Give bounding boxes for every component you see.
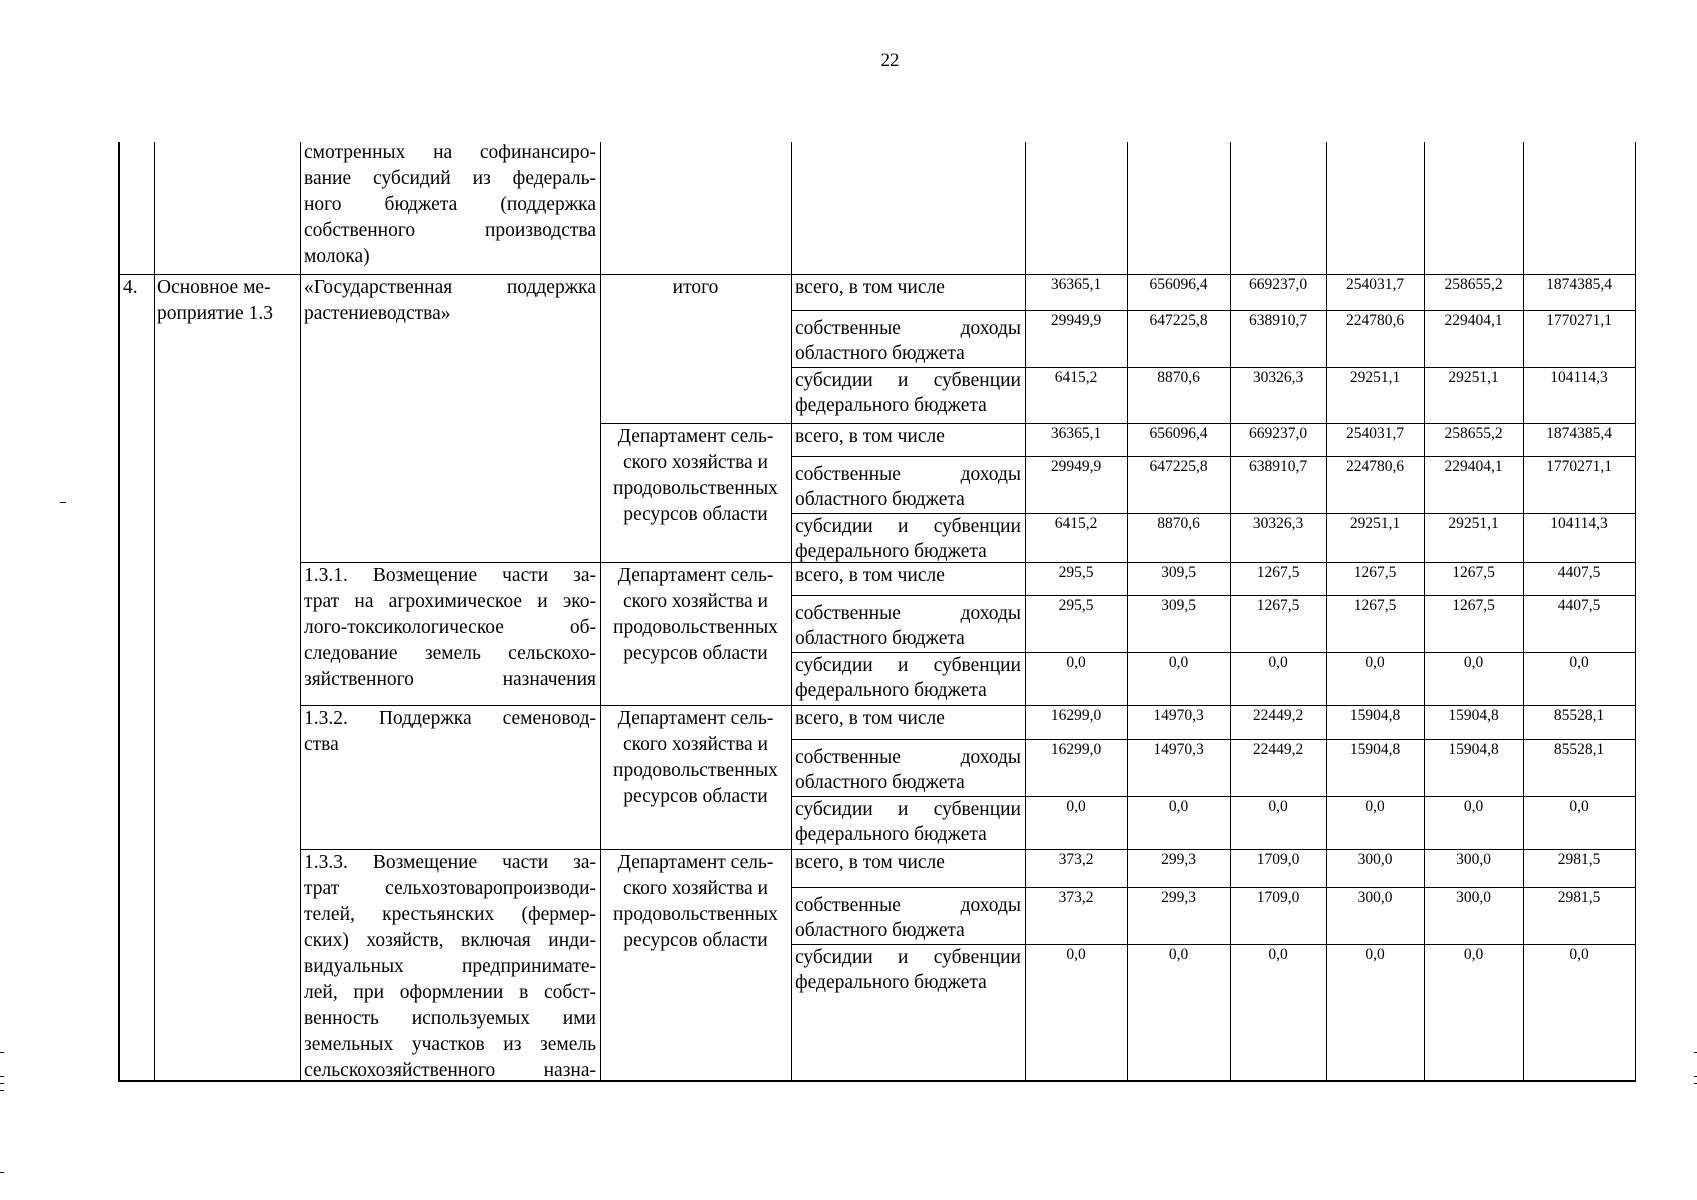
value-cell: 300,0 bbox=[1456, 889, 1491, 906]
value-cell: 254031,7 bbox=[1345, 276, 1405, 293]
value-cell: 638910,7 bbox=[1248, 312, 1308, 329]
subevent-title-line: венность используемых ими bbox=[304, 1008, 596, 1029]
value-cell: 224780,6 bbox=[1345, 458, 1405, 475]
value-cell: 1874385,4 bbox=[1546, 276, 1612, 293]
source-own-line: областного бюджета bbox=[795, 772, 965, 793]
value-cell: 0,0 bbox=[1569, 946, 1589, 963]
value-cell: 0,0 bbox=[1066, 654, 1086, 671]
budget-table bbox=[118, 142, 1636, 1082]
responsible-text-line: итого bbox=[672, 277, 719, 298]
source-sub-line: субсидии и субвенции bbox=[795, 947, 1021, 968]
value-cell: 295,5 bbox=[1058, 564, 1094, 581]
value-cell: 6415,2 bbox=[1054, 369, 1098, 386]
value-cell: 0,0 bbox=[1268, 946, 1288, 963]
value-cell: 224780,6 bbox=[1345, 312, 1405, 329]
value-cell: 29251,1 bbox=[1349, 515, 1401, 532]
value-cell: 0,0 bbox=[1168, 946, 1189, 963]
column-rule bbox=[154, 142, 155, 1080]
responsible-text-line: Департамент сель- bbox=[617, 426, 774, 447]
value-cell: 29251,1 bbox=[1349, 369, 1401, 386]
value-cell: 656096,4 bbox=[1149, 276, 1208, 293]
value-cell: 22449,2 bbox=[1252, 707, 1304, 724]
continuation-text-line: молока) bbox=[304, 246, 370, 267]
margin-mark bbox=[0, 1083, 4, 1084]
value-cell: 0,0 bbox=[1365, 946, 1385, 963]
margin-mark bbox=[0, 1052, 4, 1053]
row-rule bbox=[791, 739, 1635, 740]
subevent-title-line: трат на агрохимическое и эко- bbox=[304, 591, 596, 612]
subevent-title-line: 1.3.2. Поддержка семеновод- bbox=[304, 708, 596, 729]
responsible-text-line: ресурсов области bbox=[623, 786, 768, 807]
value-cell: 104114,3 bbox=[1550, 515, 1608, 532]
column-rule bbox=[791, 142, 792, 1080]
value-cell: 295,5 bbox=[1058, 597, 1094, 614]
value-cell: 0,0 bbox=[1365, 798, 1385, 815]
source-own-line: собственные доходы bbox=[795, 895, 1021, 916]
value-cell: 1770271,1 bbox=[1546, 312, 1612, 329]
value-cell: 309,5 bbox=[1161, 564, 1196, 581]
value-cell: 1267,5 bbox=[1256, 564, 1300, 581]
value-cell: 0,0 bbox=[1463, 654, 1484, 671]
value-cell: 36365,1 bbox=[1050, 276, 1102, 293]
value-cell: 300,0 bbox=[1357, 889, 1393, 906]
source-own-line: собственные доходы bbox=[795, 603, 1021, 624]
responsible-text-line: Департамент сель- bbox=[617, 708, 774, 729]
value-cell: 0,0 bbox=[1463, 946, 1484, 963]
value-cell: 1267,5 bbox=[1256, 597, 1300, 614]
value-cell: 8870,6 bbox=[1157, 515, 1200, 532]
event-title-line: «Государственная поддержка bbox=[304, 277, 596, 298]
source-sub-line: субсидии и субвенции bbox=[795, 516, 1021, 537]
value-cell: 1709,0 bbox=[1256, 889, 1300, 906]
value-cell: 22449,2 bbox=[1252, 741, 1304, 758]
subevent-title-line: зяйственного назначения bbox=[304, 669, 596, 690]
value-cell: 2981,5 bbox=[1557, 889, 1601, 906]
value-cell: 0,0 bbox=[1463, 798, 1484, 815]
value-cell: 16299,0 bbox=[1050, 707, 1102, 724]
source-own-line: областного бюджета bbox=[795, 343, 965, 364]
value-cell: 300,0 bbox=[1357, 851, 1393, 868]
value-cell: 373,2 bbox=[1058, 889, 1094, 906]
source-sub-line: федерального бюджета bbox=[795, 680, 987, 701]
value-cell: 656096,4 bbox=[1149, 425, 1208, 442]
value-cell: 258655,2 bbox=[1444, 425, 1503, 442]
value-cell: 300,0 bbox=[1456, 851, 1491, 868]
continuation-text-line: смотренных на софинансиро- bbox=[304, 142, 596, 163]
source-total: всего, в том числе bbox=[795, 426, 945, 447]
value-cell: 15904,8 bbox=[1349, 741, 1401, 758]
source-own-line: областного бюджета bbox=[795, 489, 965, 510]
source-own-line: областного бюджета bbox=[795, 628, 965, 649]
event-name-line: Основное ме- bbox=[157, 277, 271, 298]
subevent-title-line: телей, крестьянских (фермер- bbox=[304, 904, 596, 925]
value-cell: 669237,0 bbox=[1248, 276, 1308, 293]
subevent-title-line: ства bbox=[304, 734, 339, 755]
margin-mark bbox=[0, 1076, 4, 1077]
responsible-text-line: Департамент сель- bbox=[617, 852, 774, 873]
value-cell: 85528,1 bbox=[1553, 707, 1605, 724]
continuation-text-line: собственного производства bbox=[304, 220, 596, 241]
value-cell: 30326,3 bbox=[1252, 515, 1304, 532]
value-cell: 1709,0 bbox=[1256, 851, 1300, 868]
value-cell: 309,5 bbox=[1161, 597, 1196, 614]
value-cell: 8870,6 bbox=[1157, 369, 1200, 386]
subevent-title-line: трат сельхозтоваропроизводи- bbox=[304, 878, 596, 899]
value-cell: 0,0 bbox=[1365, 654, 1385, 671]
subevent-title-line: сельскохозяйственного назна- bbox=[304, 1060, 596, 1081]
value-cell: 299,3 bbox=[1161, 851, 1196, 868]
source-sub-line: федерального бюджета bbox=[795, 972, 987, 993]
value-cell: 30326,3 bbox=[1252, 369, 1304, 386]
subevent-title-line: следование земель сельскохо- bbox=[304, 643, 596, 664]
value-cell: 15904,8 bbox=[1448, 741, 1499, 758]
responsible-text-line: Департамент сель- bbox=[617, 565, 774, 586]
event-name-line: роприятие 1.3 bbox=[157, 303, 273, 324]
value-cell: 1267,5 bbox=[1353, 564, 1397, 581]
source-total: всего, в том числе bbox=[795, 852, 945, 873]
value-cell: 0,0 bbox=[1066, 798, 1086, 815]
subevent-title-line: ских) хозяйств, включая инди- bbox=[304, 930, 596, 951]
page-number: 22 bbox=[880, 50, 900, 71]
responsible-text-line: продовольственных bbox=[613, 478, 778, 499]
source-own-line: собственные доходы bbox=[795, 464, 1021, 485]
value-cell: 0,0 bbox=[1066, 946, 1086, 963]
source-sub-line: федерального бюджета bbox=[795, 395, 987, 416]
value-cell: 15904,8 bbox=[1448, 707, 1499, 724]
value-cell: 4407,5 bbox=[1557, 564, 1601, 581]
value-cell: 14970,3 bbox=[1153, 707, 1204, 724]
source-sub-line: субсидии и субвенции bbox=[795, 370, 1021, 391]
source-sub-line: федерального бюджета bbox=[795, 824, 987, 845]
value-cell: 85528,1 bbox=[1553, 741, 1605, 758]
responsible-text-line: ресурсов области bbox=[623, 930, 768, 951]
source-own-line: областного бюджета bbox=[795, 920, 965, 941]
value-cell: 373,2 bbox=[1058, 851, 1094, 868]
source-sub-line: субсидии и субвенции bbox=[795, 655, 1021, 676]
value-cell: 0,0 bbox=[1569, 798, 1589, 815]
value-cell: 36365,1 bbox=[1050, 425, 1102, 442]
value-cell: 1267,5 bbox=[1452, 597, 1495, 614]
value-cell: 647225,8 bbox=[1149, 458, 1208, 475]
value-cell: 638910,7 bbox=[1248, 458, 1308, 475]
value-cell: 0,0 bbox=[1268, 798, 1288, 815]
source-total: всего, в том числе bbox=[795, 708, 945, 729]
value-cell: 258655,2 bbox=[1444, 276, 1503, 293]
value-cell: 0,0 bbox=[1168, 798, 1189, 815]
source-sub-line: федерального бюджета bbox=[795, 541, 987, 562]
subevent-title-line: видуальных предпринимате- bbox=[304, 956, 596, 977]
value-cell: 16299,0 bbox=[1050, 741, 1102, 758]
source-total: всего, в том числе bbox=[795, 565, 945, 586]
margin-mark bbox=[60, 502, 66, 503]
subevent-title-line: 1.3.1. Возмещение части за- bbox=[304, 565, 596, 586]
event-title-line: растениеводства» bbox=[304, 303, 451, 324]
continuation-text-line: вание субсидий из федераль- bbox=[304, 168, 596, 189]
value-cell: 1267,5 bbox=[1452, 564, 1495, 581]
subevent-title-line: земельных участков из земель bbox=[304, 1034, 596, 1055]
value-cell: 4407,5 bbox=[1557, 597, 1601, 614]
value-cell: 0,0 bbox=[1569, 654, 1589, 671]
value-cell: 1267,5 bbox=[1353, 597, 1397, 614]
row-number: 4. bbox=[123, 277, 138, 298]
value-cell: 1770271,1 bbox=[1546, 458, 1612, 475]
value-cell: 29949,9 bbox=[1050, 458, 1102, 475]
responsible-text-line: продовольственных bbox=[613, 617, 778, 638]
value-cell: 669237,0 bbox=[1248, 425, 1308, 442]
value-cell: 1874385,4 bbox=[1546, 425, 1612, 442]
source-sub-line: субсидии и субвенции bbox=[795, 799, 1021, 820]
value-cell: 2981,5 bbox=[1557, 851, 1601, 868]
value-cell: 29949,9 bbox=[1050, 312, 1102, 329]
source-own-line: собственные доходы bbox=[795, 747, 1021, 768]
value-cell: 229404,1 bbox=[1444, 458, 1503, 475]
responsible-text-line: ресурсов области bbox=[623, 643, 768, 664]
value-cell: 6415,2 bbox=[1054, 515, 1098, 532]
responsible-text-line: ского хозяйства и bbox=[623, 734, 768, 755]
row-rule bbox=[791, 310, 1635, 311]
continuation-text-line: ного бюджета (поддержка bbox=[304, 194, 596, 215]
responsible-text-line: ресурсов области bbox=[623, 504, 768, 525]
source-total: всего, в том числе bbox=[795, 277, 945, 298]
row-rule bbox=[791, 595, 1635, 596]
margin-mark bbox=[0, 1090, 4, 1091]
responsible-text-line: продовольственных bbox=[613, 904, 778, 925]
value-cell: 14970,3 bbox=[1153, 741, 1204, 758]
row-rule bbox=[791, 456, 1635, 457]
subevent-title-line: лого-токсикологическое об- bbox=[304, 617, 596, 638]
value-cell: 254031,7 bbox=[1345, 425, 1405, 442]
value-cell: 29251,1 bbox=[1448, 369, 1499, 386]
value-cell: 15904,8 bbox=[1349, 707, 1401, 724]
value-cell: 104114,3 bbox=[1550, 369, 1608, 386]
subevent-title-line: 1.3.3. Возмещение части за- bbox=[304, 852, 596, 873]
subevent-title-line: лей, при оформлении в собст- bbox=[304, 982, 596, 1003]
margin-mark bbox=[0, 1172, 4, 1173]
value-cell: 229404,1 bbox=[1444, 312, 1503, 329]
value-cell: 647225,8 bbox=[1149, 312, 1208, 329]
responsible-text-line: ского хозяйства и bbox=[623, 591, 768, 612]
responsible-text-line: продовольственных bbox=[613, 760, 778, 781]
source-own-line: собственные доходы bbox=[795, 318, 1021, 339]
responsible-text-line: ского хозяйства и bbox=[623, 452, 768, 473]
responsible-text-line: ского хозяйства и bbox=[623, 878, 768, 899]
value-cell: 299,3 bbox=[1161, 889, 1196, 906]
row-rule bbox=[791, 887, 1635, 888]
value-cell: 0,0 bbox=[1168, 654, 1189, 671]
value-cell: 0,0 bbox=[1268, 654, 1288, 671]
column-rule bbox=[300, 142, 301, 1080]
value-cell: 29251,1 bbox=[1448, 515, 1499, 532]
